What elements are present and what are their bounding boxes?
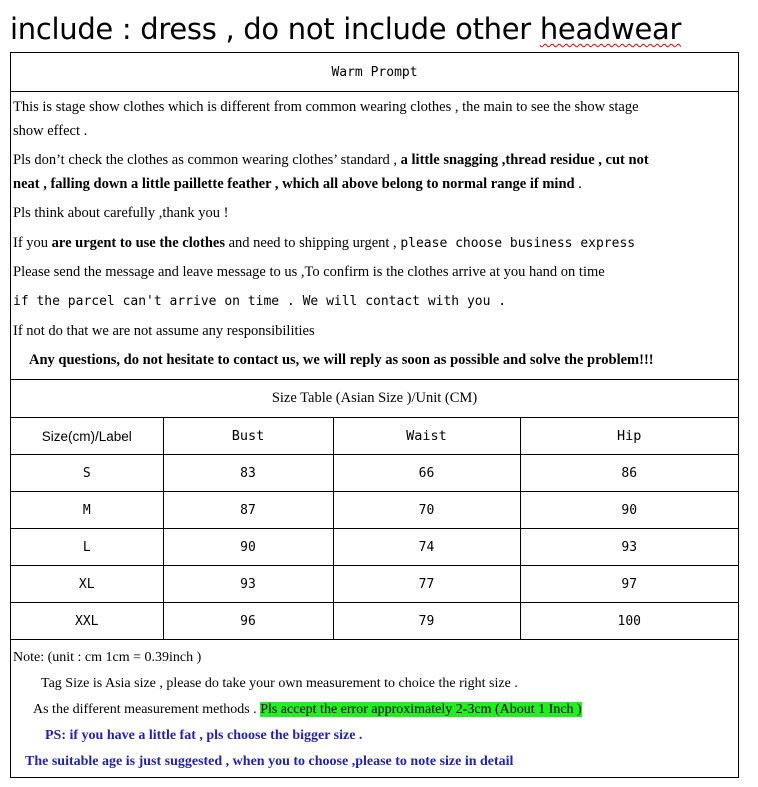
hip-value: 90 <box>520 492 738 529</box>
table-row <box>11 455 738 492</box>
note-line-4-text: . <box>574 176 582 192</box>
hip-value: 93 <box>520 529 738 566</box>
note-line-9: If not do that we are not assume any responsibilities <box>13 323 315 339</box>
note-line-3-bold: a little snagging ,thread residue , cut not <box>400 152 649 168</box>
note-line-4 <box>13 176 582 193</box>
waist-value: 79 <box>333 603 520 640</box>
bust-value: 96 <box>163 603 333 640</box>
tag-size-note: Tag Size is Asia size , please do take your own measurement to choice the right size . <box>41 676 518 691</box>
note-line-10: Any questions, do not hesitate to contact us, we will reply as soon as possible and solve the problem!!! <box>29 352 654 368</box>
page-title-flagged-word: headwear <box>539 12 682 46</box>
note-line-6-mono: please choose business express <box>400 236 636 251</box>
note-line-8: if the parcel can't arrive on time . We will contact with you . <box>13 294 507 309</box>
size-label: XL <box>11 566 163 603</box>
ps-note: PS: if you have a little fat , pls choose the bigger size . <box>45 728 363 743</box>
table-row <box>11 603 738 640</box>
page-title <box>10 10 681 48</box>
warm-prompt-title: Warm Prompt <box>331 64 418 80</box>
unit-note: Note: (unit : cm 1cm = 0.39inch ) <box>13 650 202 665</box>
hip-value: 86 <box>520 455 738 492</box>
size-label: L <box>11 529 163 566</box>
measurement-note <box>33 702 582 718</box>
page-title-main: include : dress , do not include other <box>10 12 540 46</box>
hip-value: 97 <box>520 566 738 603</box>
table-row <box>11 566 738 603</box>
warm-prompt-banner <box>11 53 738 92</box>
header-bust: Bust <box>163 418 333 455</box>
bust-value: 93 <box>163 566 333 603</box>
size-label: M <box>11 492 163 529</box>
hip-value: 100 <box>520 603 738 640</box>
size-table-header <box>11 418 738 455</box>
note-line-3-text: Pls don’t check the clothes as common wearing clothes’ standard , <box>13 152 401 168</box>
note-line-6 <box>13 235 635 252</box>
footer-notes <box>11 644 738 778</box>
note-line-6-bold: are urgent to use the clothes <box>51 235 225 251</box>
header-waist: Waist <box>333 418 520 455</box>
waist-value: 77 <box>333 566 520 603</box>
size-table-title-text: Size Table (Asian Size )/Unit (CM) <box>271 390 478 406</box>
table-row <box>11 529 738 566</box>
note-line-3 <box>13 152 649 169</box>
bust-value: 90 <box>163 529 333 566</box>
note-line-5: Pls think about carefully ,thank you ! <box>13 205 229 221</box>
bust-value: 87 <box>163 492 333 529</box>
size-table-title <box>11 380 738 418</box>
note-line-7: Please send the message and leave message to us ,To confirm is the clothes arrive at you hand on time <box>13 264 605 280</box>
notes-section <box>11 92 738 380</box>
note-line-4-bold: neat , falling down a little paillette feather , which all above belong to normal range if mind <box>13 176 575 192</box>
size-label: S <box>11 455 163 492</box>
waist-value: 66 <box>333 455 520 492</box>
note-line-1: This is stage show clothes which is different from common wearing clothes , the main to see the show stage <box>13 99 639 115</box>
waist-value: 74 <box>333 529 520 566</box>
product-info-sheet <box>10 52 739 778</box>
header-hip: Hip <box>520 418 738 455</box>
note-line-6-c: and need to shipping urgent , <box>224 235 401 251</box>
size-table <box>11 418 738 640</box>
note-line-2: show effect . <box>13 123 88 139</box>
age-note: The suitable age is just suggested , when you to choose ,please to note size in detail <box>25 754 514 769</box>
bust-value: 83 <box>163 455 333 492</box>
table-row <box>11 492 738 529</box>
measurement-note-text: As the different measurement methods . <box>33 702 261 717</box>
note-line-6-a: If you <box>13 235 52 251</box>
measurement-note-highlight: Pls accept the error approximately 2-3cm (About 1 Inch ) <box>260 702 582 717</box>
size-label: XXL <box>11 603 163 640</box>
header-size-label: Size(cm)/Label <box>11 418 163 455</box>
waist-value: 70 <box>333 492 520 529</box>
